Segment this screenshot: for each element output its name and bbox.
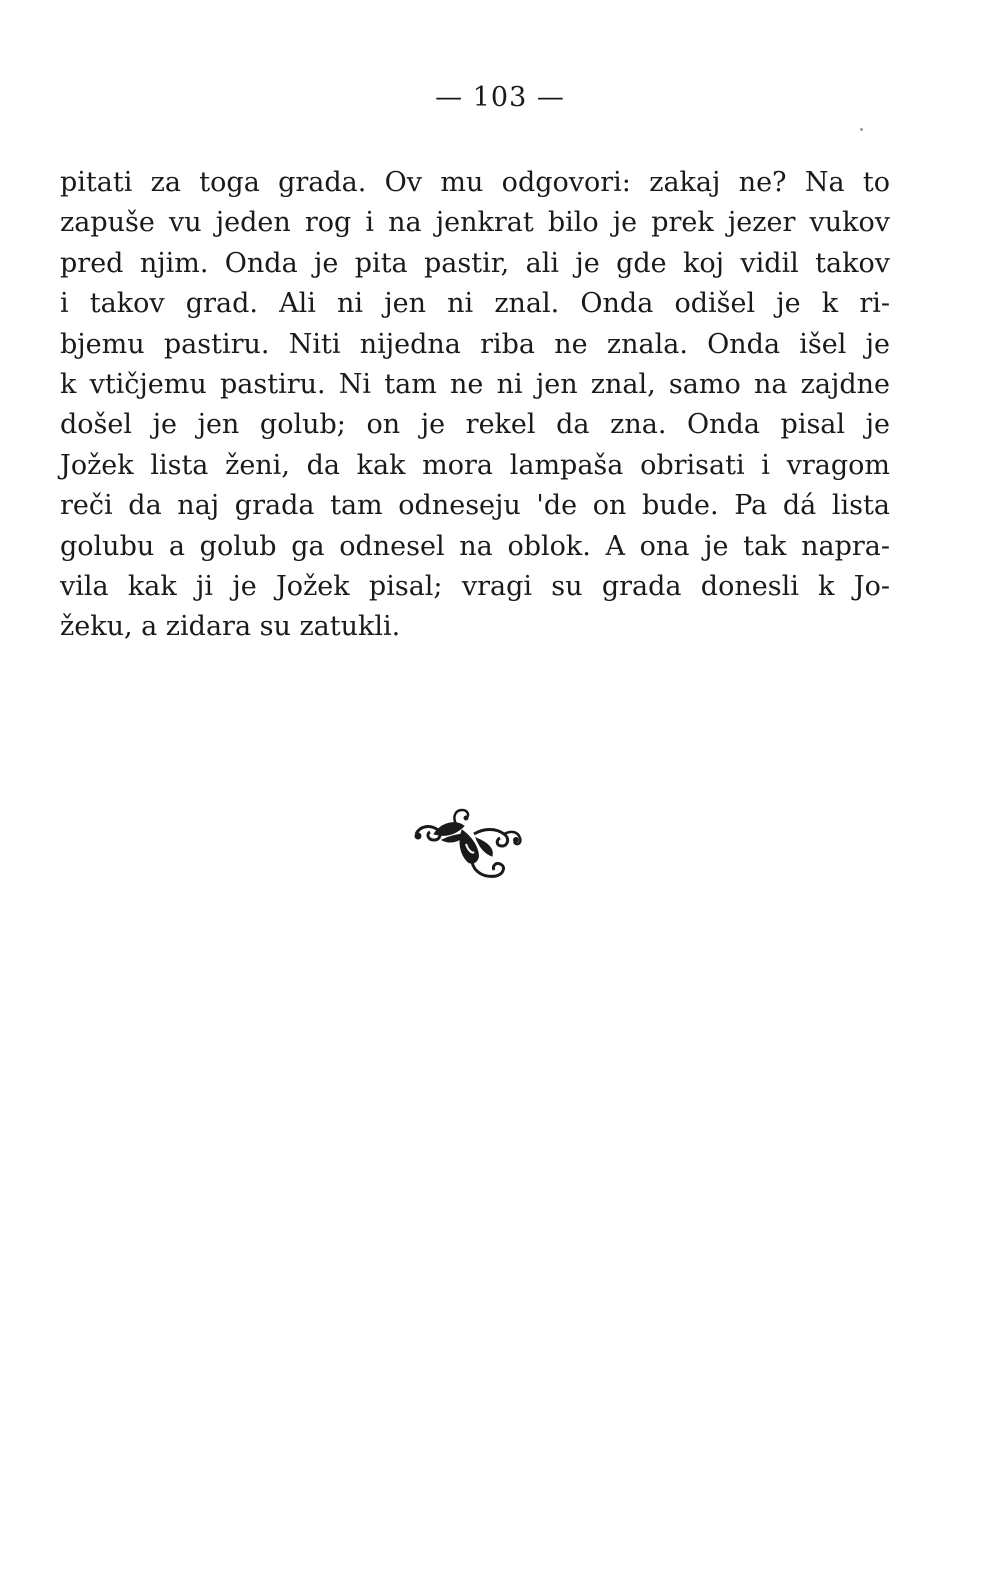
text-line: pitati za toga grada. Ov mu odgovori: zakaj ne? Na to — [60, 167, 890, 198]
text-line: zapuše vu jeden rog i na jenkrat bilo je prek jezer vukov — [60, 207, 890, 239]
floral-vignette-icon — [412, 804, 524, 884]
page-number: — 103 — — [435, 82, 565, 113]
body-text — [60, 163, 890, 648]
text-line: pred njim. Onda je pita pastir, ali je gde koj vidil takov — [60, 247, 890, 279]
text-line: Jožek lista ženi, da kak mora lampaša obrisati i vragom — [60, 449, 890, 481]
text-line: golubu a golub ga odnesel na oblok. A ona je tak napra- — [60, 530, 890, 562]
text-line: i takov grad. Ali ni jen ni znal. Onda odišel je k ri- — [60, 288, 890, 320]
paper-speck — [860, 128, 863, 131]
text-line: žeku, a zidara su zatukli. — [60, 611, 401, 643]
text-line: vila kak ji je Jožek pisal; vragi su grada donesli k Jo- — [60, 570, 890, 602]
text-line: bjemu pastiru. Niti nijedna riba ne znala. Onda išel je — [60, 328, 890, 360]
text-line: reči da naj grada tam odneseju 'de on bude. Pa dá lista — [60, 490, 890, 522]
text-line: došel je jen golub; on je rekel da zna. Onda pisal je — [60, 409, 890, 441]
text-line: k vtičjemu pastiru. Ni tam ne ni jen znal, samo na zajdne — [60, 368, 890, 400]
